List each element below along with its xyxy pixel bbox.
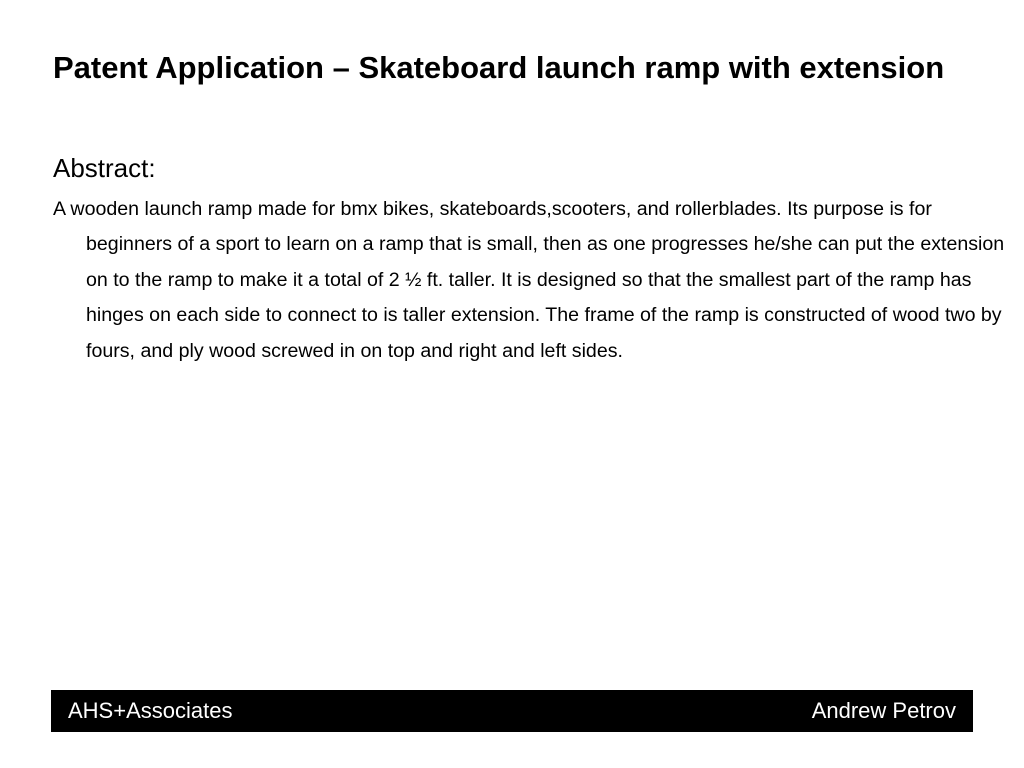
slide-title: Patent Application – Skateboard launch ramp with extension	[53, 50, 945, 85]
footer-author: Andrew Petrov	[811, 698, 956, 723]
footer-bar	[51, 690, 973, 732]
footer-company: AHS+Associates	[68, 698, 233, 723]
abstract-heading: Abstract:	[53, 153, 156, 183]
abstract-text: A wooden launch ramp made for bmx bikes, skateboards,scooters, and rollerblades. Its purpose is for beginners of a sport to learn on a ramp that is small, then as one progresses he/she can put the extension on to the ramp to make it a total of 2 ½ ft. taller. It is designed so that the smallest part of the ramp has hinges on each side to connect to is taller extension. The frame of the ramp is constructed of wood two by fours, and ply wood screwed in on top and right and left sides.	[53, 198, 1005, 362]
